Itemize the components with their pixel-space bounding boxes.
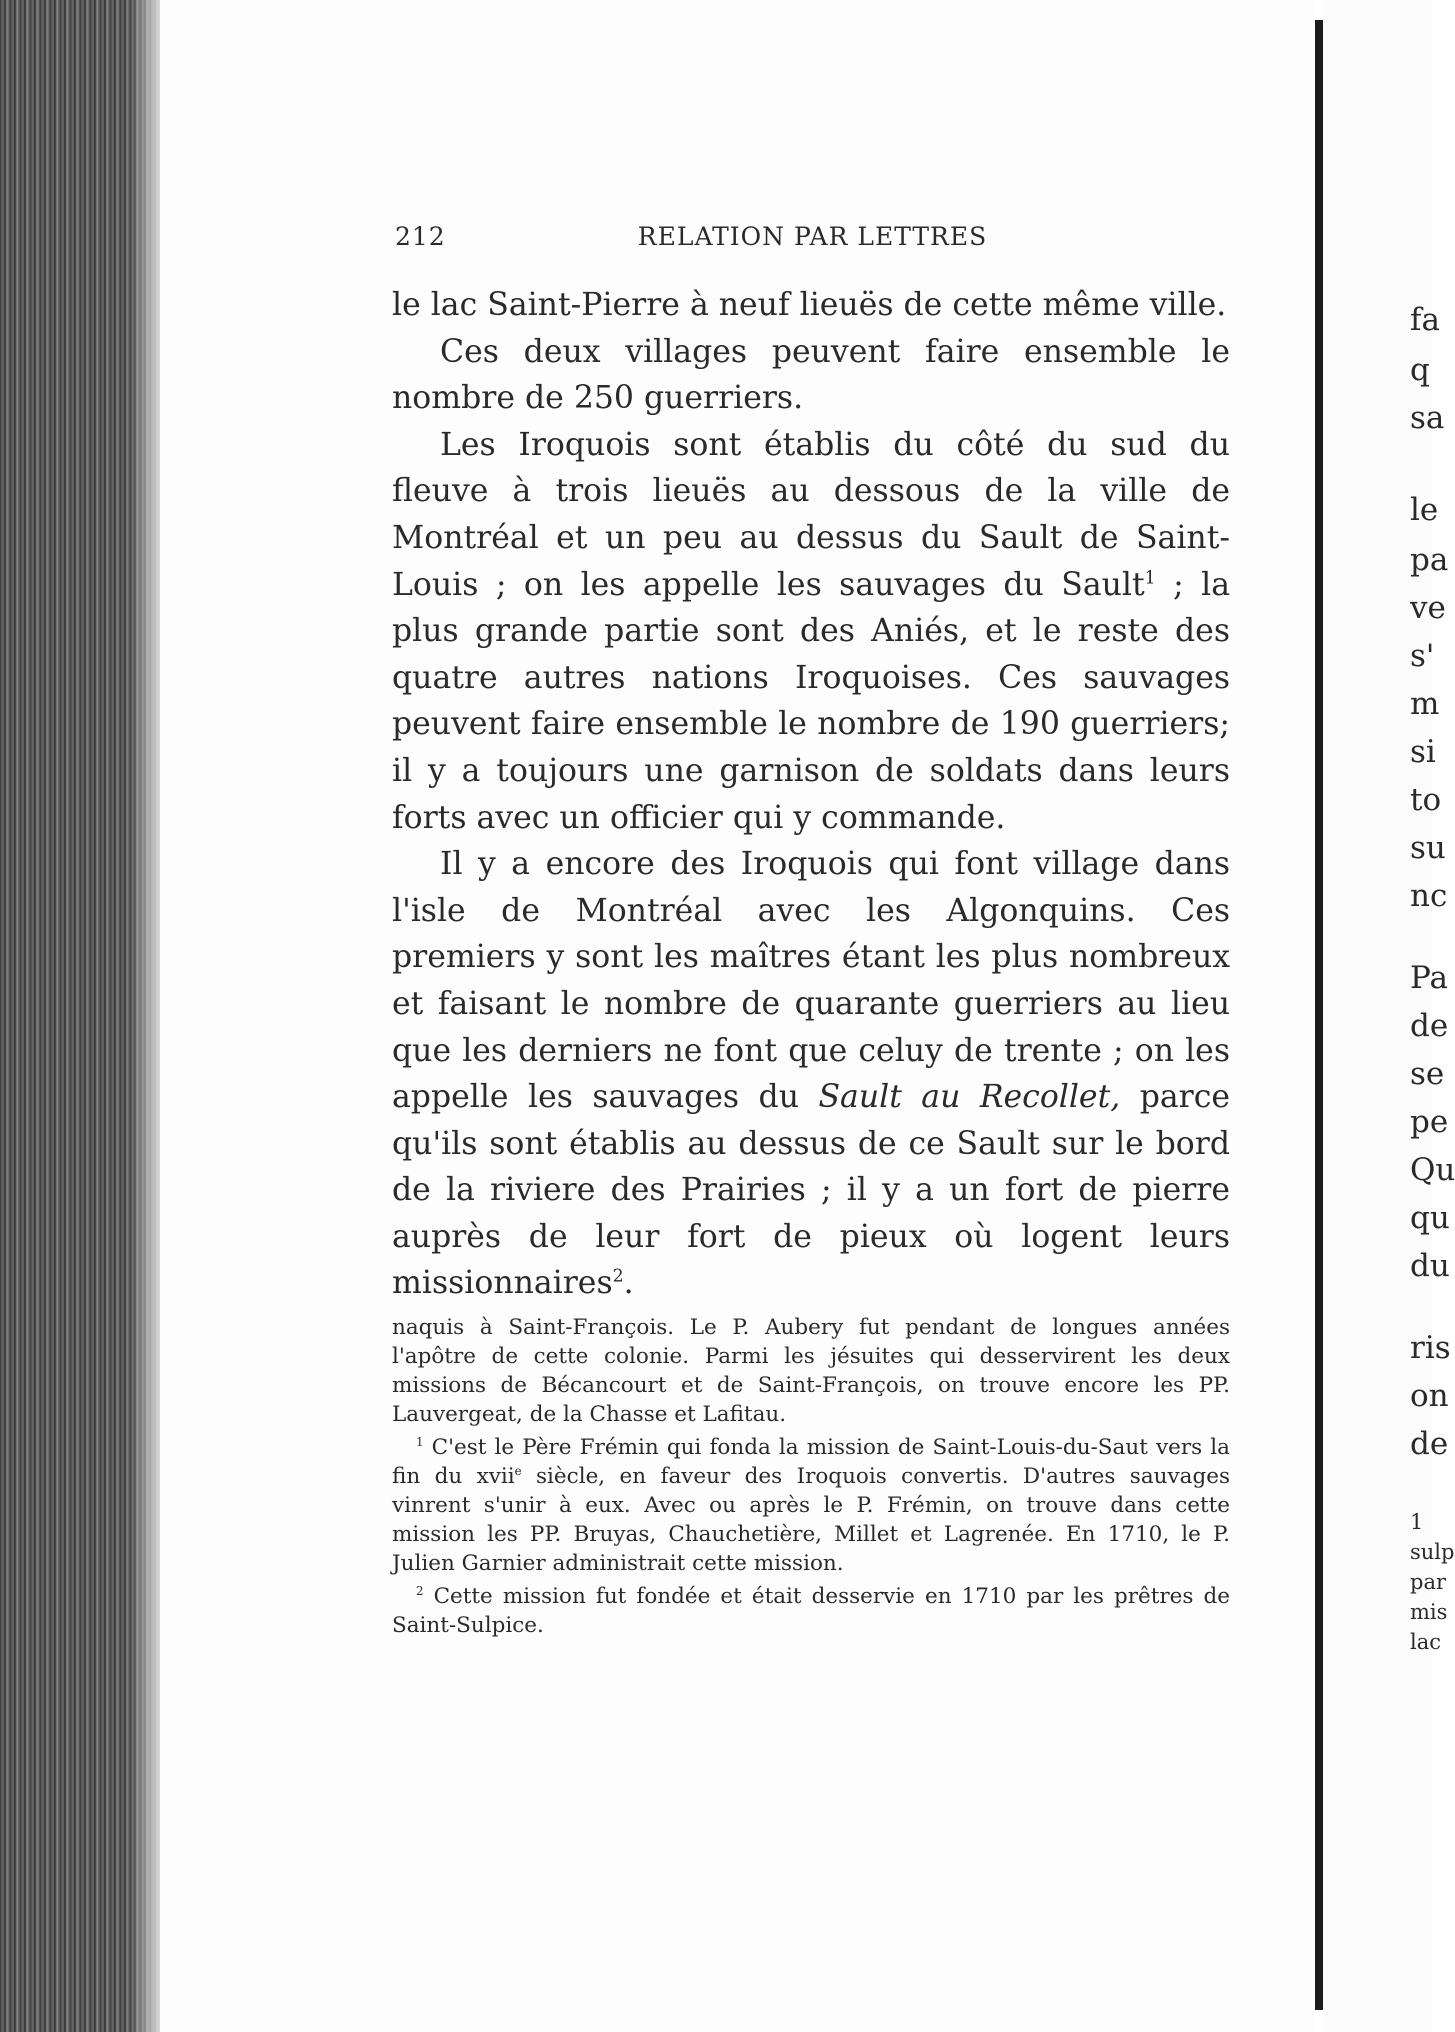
right-page-line: su (1410, 830, 1446, 866)
right-page-line: sa (1410, 400, 1445, 436)
footnote-ref-2: 2 (612, 1266, 624, 1287)
paragraph-3-text-cont: ; la plus grande partie sont des Aniés, et le reste des quatre autres nations Iroquoises. Ces sauvages peuvent faire ensemble le nombre de 190 guerriers; il y a toujours une garnison de soldats dans leurs forts avec un officier qui y commande. (392, 566, 1231, 836)
page-number: 212 (395, 222, 446, 251)
right-page-line: q (1410, 352, 1430, 388)
right-page-line: de (1410, 1426, 1449, 1462)
right-page-line: Pa (1410, 960, 1448, 996)
right-page-note-line: sulp (1410, 1540, 1455, 1564)
paragraph-1: le lac Saint-Pierre à neuf lieuës de cette même ville. (392, 287, 1227, 323)
right-page-line: pe (1410, 1104, 1449, 1140)
footnote-ref-1: 1 (1144, 568, 1156, 589)
footnote-continued: naquis à Saint-François. Le P. Aubery fut pendant de longues années l'apôtre de cette colonie. Parmi les jésuites qui desservirent les deux missions de Bécancourt et de Saint-François, on trouve encore les PP. Lauvergeat, de la Chasse et Lafitau. (392, 1315, 1230, 1427)
right-page-note-line: par (1410, 1570, 1447, 1594)
right-page-line: Qu (1410, 1152, 1455, 1188)
right-page-line: s' (1410, 638, 1435, 674)
right-page-note-line: mis (1410, 1600, 1448, 1624)
paragraph-4-text-cont: parce qu'ils sont établis au dessus de ce Sault sur le bord de la riviere des Prairies ; il y a un fort de pierre auprès de leur fort de pieux où logent leurs missionnaires (392, 1079, 1230, 1302)
right-page-line: nc (1410, 878, 1448, 914)
right-page-line: m (1410, 686, 1440, 722)
footnote-2-text: Cette mission fut fondée et était desservie en 1710 par les prêtres de Saint-Sulpice. (392, 1584, 1230, 1638)
paragraph-4-end: . (623, 1265, 634, 1302)
book-gutter (1315, 20, 1323, 2010)
right-page-line: le (1410, 492, 1439, 528)
paragraph-4-text: Il y a encore des Iroquois qui font village dans l'isle de Montréal avec les Algonquins. Ces premiers y sont les maîtres étant les plus nombreux et faisant le nombre de quarante guerriers au lieu que les derniers ne font que celuy de trente ; on les appelle les sauvages du (392, 846, 1230, 1116)
footnote-1-sup: e (514, 1463, 522, 1478)
right-page-note-line: lac (1410, 1630, 1441, 1654)
main-text (392, 282, 1230, 1307)
running-title: RELATION PAR LETTRES (637, 222, 988, 251)
place-name-italic: Sault au Recollet, (818, 1079, 1121, 1116)
right-page-line: to (1410, 782, 1442, 818)
right-page-line: ve (1410, 590, 1446, 626)
right-page-line: si (1410, 734, 1436, 770)
paragraph-3-text: Les Iroquois sont établis du côté du sud du fleuve à trois lieuës au dessous de la ville de Montréal et un peu au dessus du Sault de Saint-Louis ; on les appelle les sauvages du Sault (392, 426, 1230, 603)
paragraph-4 (392, 841, 1230, 1307)
right-page-line: qu (1410, 1200, 1450, 1236)
right-page-line: ris (1410, 1330, 1451, 1366)
book-page-edges (0, 0, 160, 2032)
right-page-line: fa (1410, 302, 1440, 338)
footnote-2-mark: 2 (416, 1583, 424, 1598)
footnote-1-text: C'est le Père Frémin qui fonda la mission de Saint-Louis-du-Saut vers la fin du xvii (392, 1435, 1230, 1489)
footnotes (392, 1313, 1230, 1644)
right-page-line: pa (1410, 542, 1449, 578)
footnote-1 (392, 1433, 1230, 1578)
paragraph-2: Ces deux villages peuvent faire ensemble le nombre de 250 guerriers. (392, 333, 1230, 417)
right-page-line: du (1410, 1248, 1450, 1284)
right-page-line: se (1410, 1056, 1445, 1092)
footnote-2 (392, 1582, 1230, 1640)
footnote-1-text-cont: siècle, en faveur des Iroquois convertis. D'autres sauvages vinrent s'unir à eux. Avec ou après le P. Frémin, on trouve dans cette mission les PP. Bruyas, Chauchetière, Millet et Lagrenée. En 1710, le P. Julien Garnier administrait cette mission. (392, 1464, 1230, 1576)
right-page-note-line: 1 (1410, 1510, 1424, 1534)
paragraph-3 (392, 422, 1230, 841)
page-header (395, 222, 1230, 262)
right-page-line: on (1410, 1378, 1449, 1414)
right-page-line: de (1410, 1008, 1449, 1044)
footnote-1-mark: 1 (416, 1434, 424, 1449)
